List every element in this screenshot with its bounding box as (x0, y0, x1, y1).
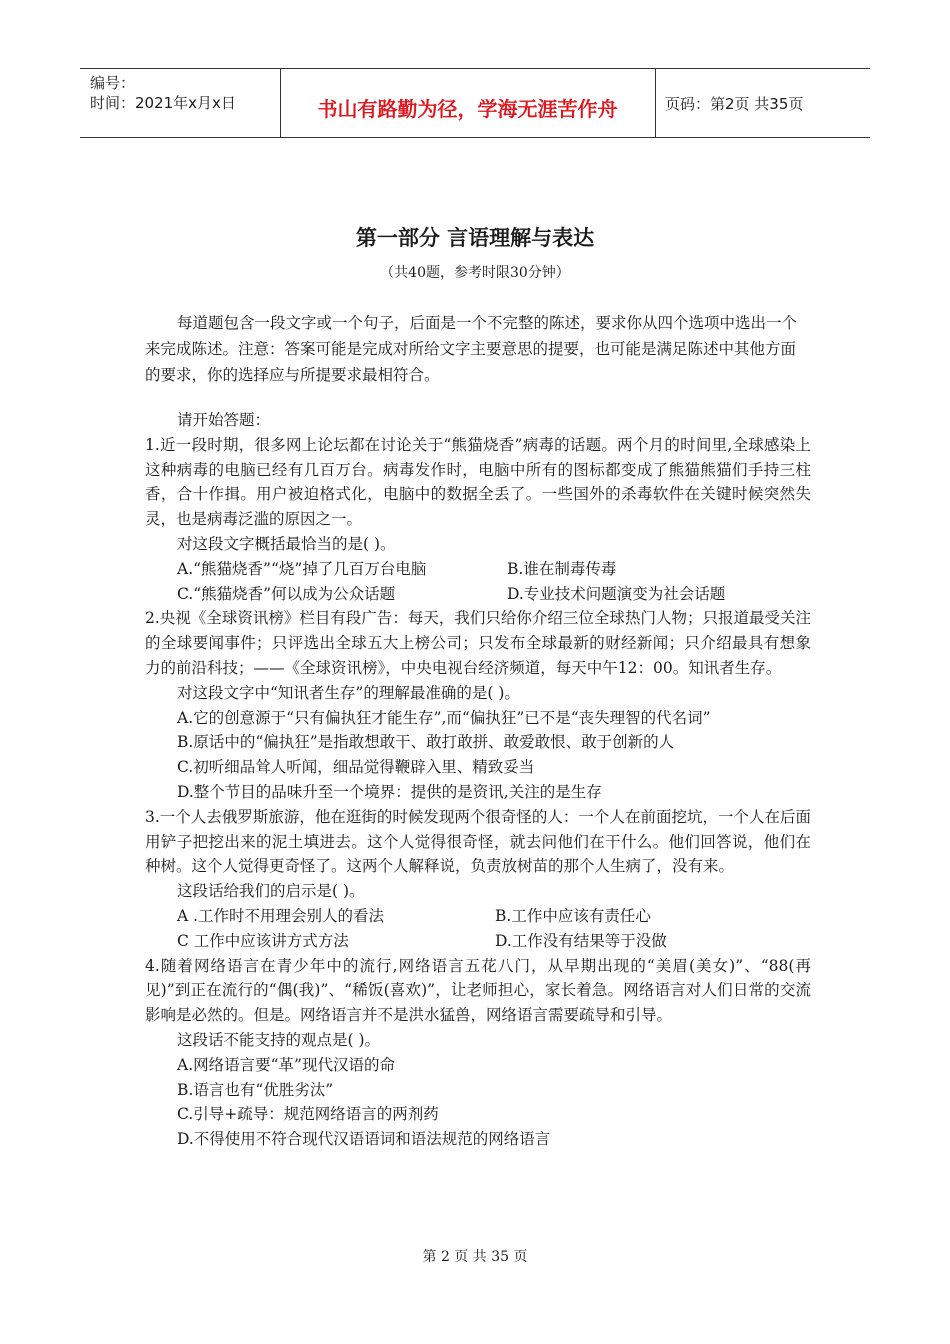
section-subtitle: （共40题，参考时限30分钟） (380, 265, 570, 281)
question-text: 4.随着网络语言在青少年中的流行,网络语言五花八门，从早期出现的“美眉(美女)”、“88(再见)”到正在流行的“偶(我)”、“稀饭(喜欢)”，让老师担心，家长着急。网络语言对人们日常的交流影响是必然的。但是。网络语言并不是洪水猛兽，网络语言需要疏导和引导。 (145, 956, 811, 1025)
option: B.原话中的“偏执狂”是指敢想敢干、敢打敢拼、敢爱敢恨、敢于创新的人 (177, 733, 675, 752)
question-text: 2.央视《全球资讯榜》栏目有段广告：每天，我们只给你介绍三位全球热门人物；只报道最受关注的全球要闻事件；只评选出全球五大上榜公司；只发布全球最新的财经新闻；只介绍最具有想象力的前沿科技；——《全球资讯榜》，中央电视台经济频道，每天中午12：00。知讯者生存。 (145, 609, 811, 677)
question-prompt: 对这段文字中“知讯者生存”的理解最准确的是( )。 (177, 683, 520, 702)
section-title: 第一部分 言语理解与表达 (355, 226, 595, 250)
option: B.语言也有“优胜劣汰” (177, 1080, 334, 1099)
option: A .工作时不用理会别人的看法 (177, 906, 385, 925)
start-label: 请开始答题： (177, 411, 271, 429)
page-header (80, 68, 870, 138)
header-page-info: 页码：第2页 共35页 (665, 95, 804, 113)
question-text: 1.近一段时期，很多网上论坛都在讨论关于“熊猫烧香”病毒的话题。两个月的时间里,全球感染上这种病毒的电脑已经有几百万台。病毒发作时，电脑中所有的图标都变成了熊猫熊猫们手持三柱香，合十作揖。用户被迫格式化，电脑中的数据全丢了。一些国外的杀毒软件在关键时候突然失灵，也是病毒泛滥的原因之一。 (145, 435, 811, 529)
option: A.“熊猫烧香”“烧”掉了几百万台电脑 (177, 559, 427, 578)
header-divider (655, 69, 656, 137)
option: A.它的创意源于“只有偏执狂才能生存”,而“偏执狂”已不是“丧失理智的代名词” (177, 708, 711, 727)
option: B.谁在制毒传毒 (507, 559, 617, 578)
page-footer: 第 2 页 共 35 页 (422, 1249, 528, 1265)
option: D.专业技术问题演变为社会话题 (507, 584, 726, 603)
option: D.不得使用不符合现代汉语语词和语法规范的网络语言 (177, 1130, 551, 1149)
option: C.引导+疏导：规范网络语言的两剂药 (177, 1105, 439, 1124)
question-prompt: 这段话给我们的启示是( )。 (177, 882, 365, 901)
time-label: 时间：2021年x月x日 (90, 94, 236, 112)
option: D.工作没有结果等于没做 (495, 931, 667, 950)
number-label: 编号： (90, 74, 136, 92)
option: B.工作中应该有责任心 (495, 906, 651, 925)
option-row (145, 557, 811, 582)
option-row (145, 582, 811, 607)
option: C 工作中应该讲方式方法 (177, 931, 349, 950)
option: C.“熊猫烧香”何以成为公众话题 (177, 584, 396, 603)
option: C.初听细品耸人听闻，细品觉得鞭辟入里、精致妥当 (177, 758, 535, 777)
option: A.网络语言要“革”现代汉语的命 (177, 1055, 395, 1074)
header-motto: 书山有路勤为径，学海无涯苦作舟 (317, 97, 618, 121)
instructions: 每道题包含一段文字或一个句子，后面是一个不完整的陈述，要求你从四个选项中选出一个来完成陈述。注意：答案可能是完成对所给文字主要意思的提要，也可能是满足陈述中其他方面的要求，你的选择应与所提要求最相符合。 (145, 314, 798, 384)
question-text: 3.一个人去俄罗斯旅游，他在逛街的时候发现两个很奇怪的人：一个人在前面挖坑，一个人在后面用铲子把挖出来的泥土填进去。这个人觉得很奇怪，就去问他们在干什么。他们回答说，他们在种树。这个人觉得更奇怪了。这两个人解释说，负责放树苗的那个人生病了，没有来。 (145, 807, 811, 876)
option: D.整个节目的品味升至一个境界：提供的是资讯,关注的是生存 (177, 782, 602, 801)
question-prompt: 对这段文字概括最恰当的是( )。 (177, 534, 396, 553)
question-prompt: 这段话不能支持的观点是( )。 (177, 1030, 381, 1049)
header-meta (90, 73, 236, 113)
questions-body (145, 408, 811, 1152)
option-row (145, 904, 811, 929)
option-row (145, 929, 811, 954)
